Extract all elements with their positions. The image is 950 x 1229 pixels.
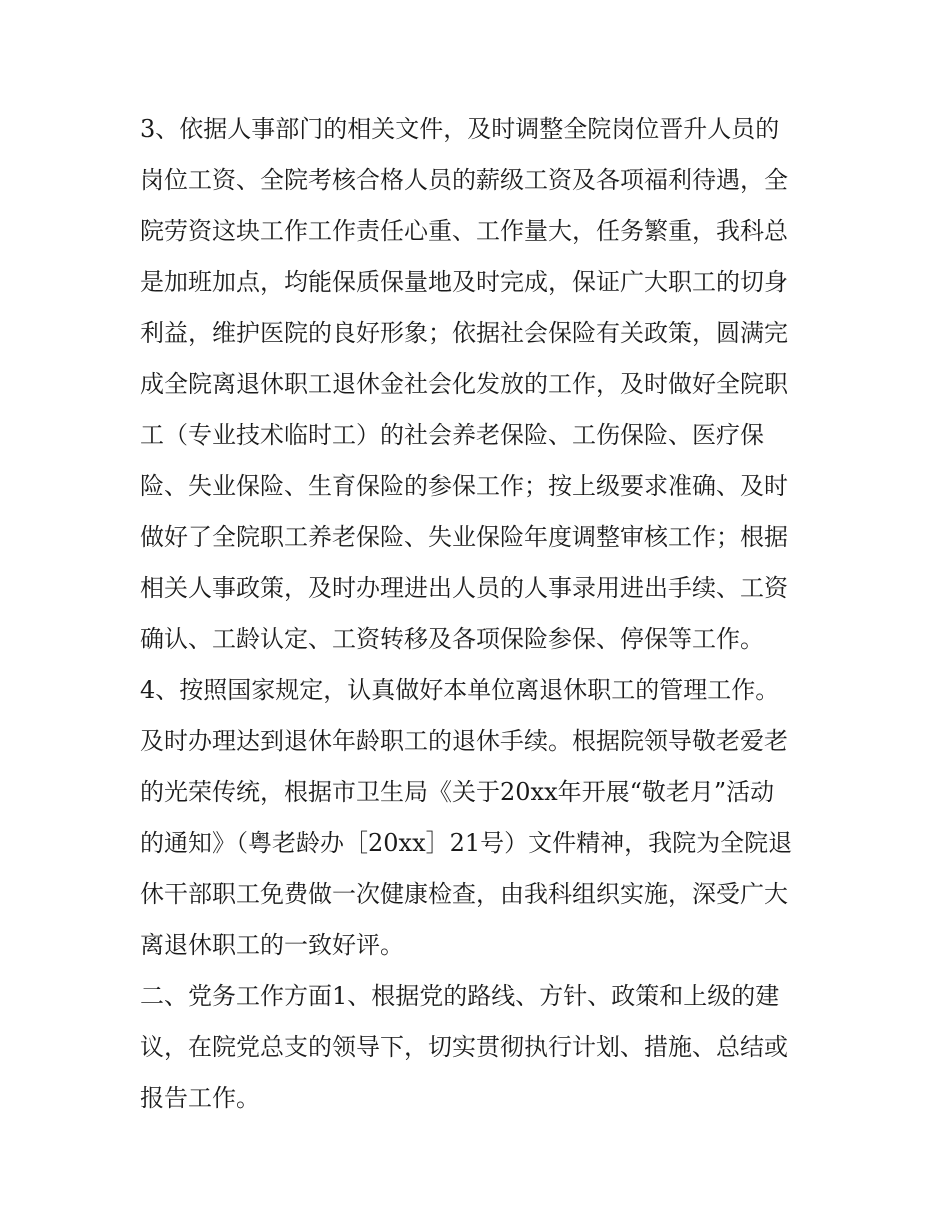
text-line: 是加班加点，均能保质保量地及时完成，保证广大职工的切身	[140, 268, 788, 296]
text-line: 岗位工资、全院考核合格人员的薪级工资及各项福利待遇，全	[140, 166, 788, 194]
text-line: 利益，维护医院的良好形象；依据社会保险有关政策，圆满完	[140, 319, 788, 347]
text-line: 报告工作。	[140, 1084, 260, 1112]
body-text	[140, 104, 820, 1124]
text-line: 二、党务工作方面1、根据党的路线、方针、政策和上级的建	[140, 982, 780, 1010]
text-line: 议，在院党总支的领导下，切实贯彻执行计划、措施、总结或	[140, 1033, 788, 1061]
text-line: 4、按照国家规定，认真做好本单位离退休职工的管理工作。	[140, 676, 780, 704]
text-line: 工（专业技术临时工）的社会养老保险、工伤保险、医疗保	[140, 421, 764, 449]
text-line: 3、依据人事部门的相关文件，及时调整全院岗位晋升人员的	[140, 115, 780, 143]
text-line: 院劳资这块工作工作责任心重、工作量大，任务繁重，我科总	[140, 217, 788, 245]
text-line: 险、失业保险、生育保险的参保工作；按上级要求准确、及时	[140, 472, 788, 500]
text-line: 的通知》（粤老龄办［20xx］21号）文件精神，我院为全院退	[140, 829, 793, 857]
text-line: 确认、工龄认定、工资转移及各项保险参保、停保等工作。	[140, 625, 764, 653]
text-line: 及时办理达到退休年龄职工的退休手续。根据院领导敬老爱老	[140, 727, 788, 755]
text-line: 成全院离退休职工退休金社会化发放的工作，及时做好全院职	[140, 370, 788, 398]
text-line: 离退休职工的一致好评。	[140, 931, 404, 959]
text-line: 的光荣传统，根据市卫生局《关于20xx年开展“敬老月”活动	[140, 778, 775, 806]
text-line: 休干部职工免费做一次健康检查，由我科组织实施，深受广大	[140, 880, 788, 908]
text-line: 相关人事政策，及时办理进出人员的人事录用进出手续、工资	[140, 574, 788, 602]
text-line: 做好了全院职工养老保险、失业保险年度调整审核工作；根据	[140, 523, 788, 551]
